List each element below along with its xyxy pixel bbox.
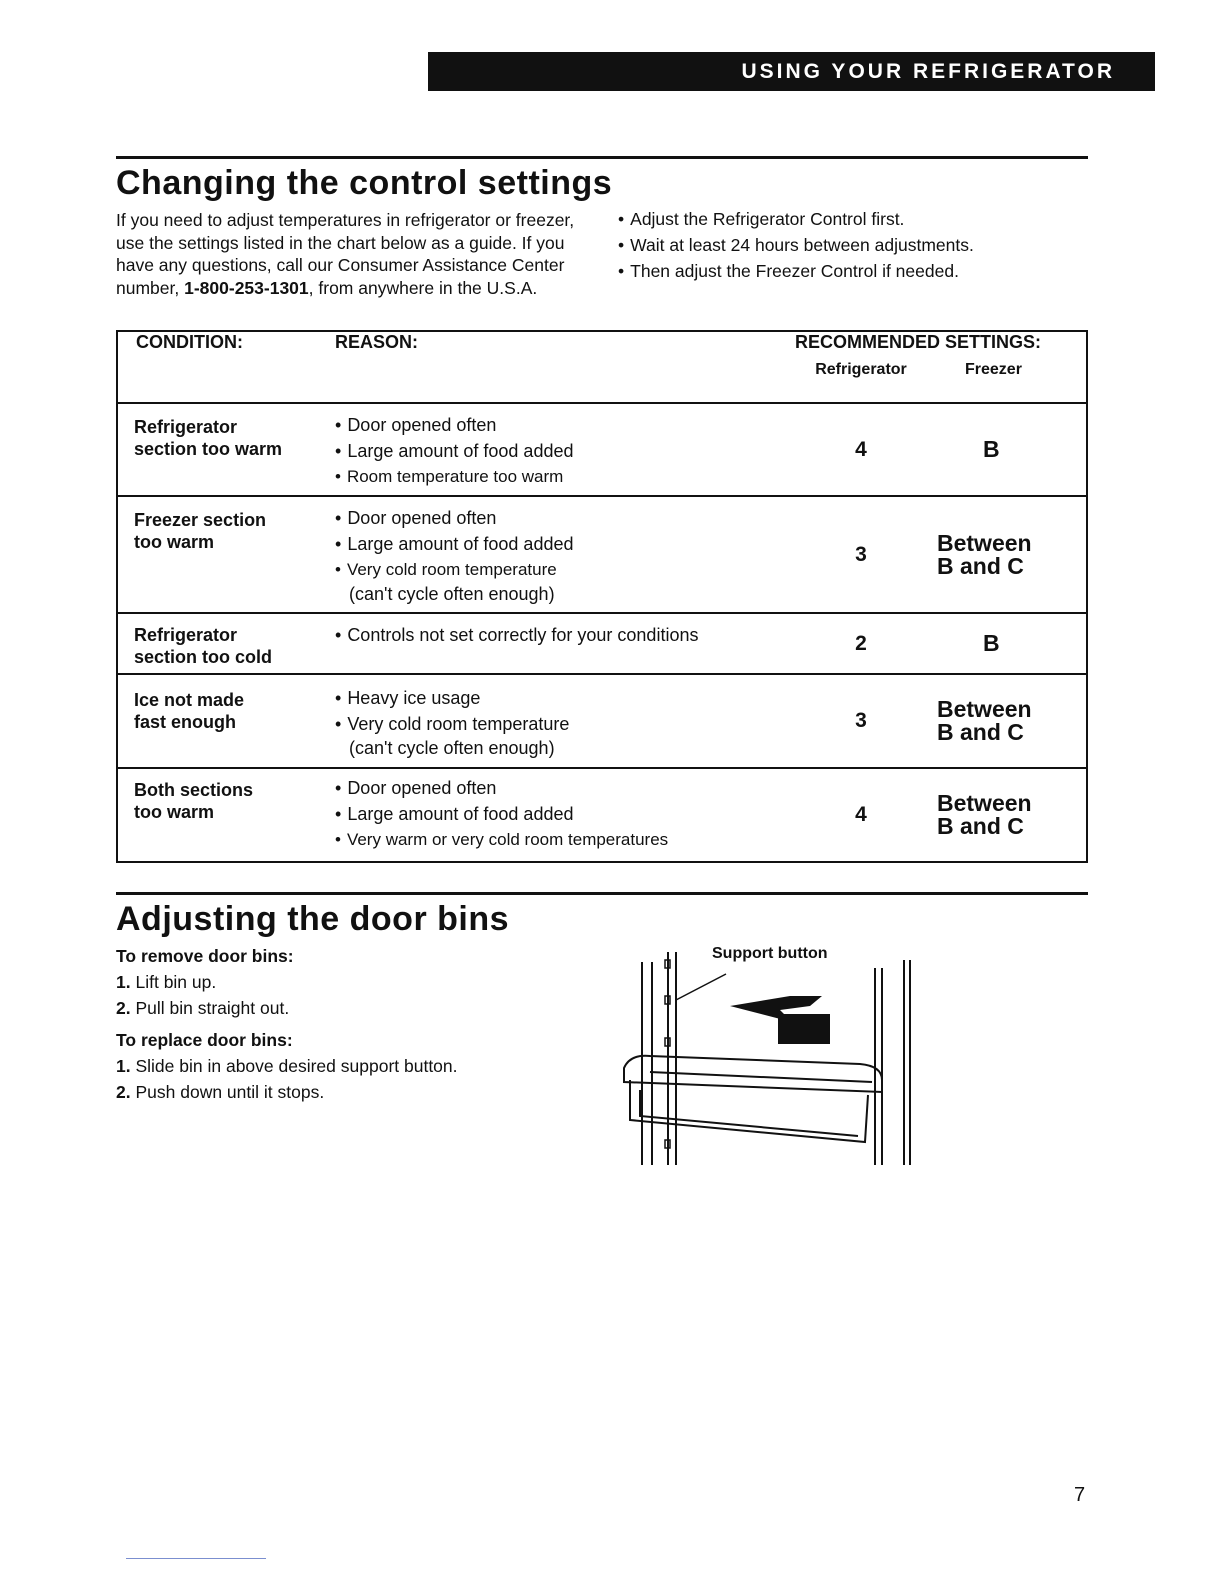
replace-label: To replace door bins: <box>116 1030 293 1050</box>
condition-cell: Freezer section too warm <box>117 496 335 613</box>
refrigerator-setting: 4 <box>791 403 931 496</box>
condition-cell: Ice not made fast enough <box>117 674 335 768</box>
condition-cell: Both sections too warm <box>117 768 335 862</box>
freezer-setting: Between B and C <box>931 496 1087 613</box>
top-rule <box>116 156 1088 159</box>
condition-cell: Refrigerator section too cold <box>117 613 335 674</box>
door-bin-illustration <box>610 950 930 1170</box>
table-row <box>117 613 1087 674</box>
header-freezer: Freezer <box>965 361 1022 378</box>
header-reason: REASON: <box>335 331 791 403</box>
adjustment-step: • Wait at least 24 hours between adjustments. <box>618 232 974 258</box>
settings-table <box>116 330 1088 863</box>
adjustment-steps <box>618 206 974 284</box>
table-row <box>117 403 1087 496</box>
reason-cell: • Door opened often • Large amount of food added • Room temperature too warm <box>335 403 791 496</box>
table-row <box>117 496 1087 613</box>
table-row <box>117 768 1087 862</box>
recommended-label: RECOMMENDED SETTINGS: <box>795 332 1042 352</box>
adjustment-step: • Adjust the Refrigerator Control first. <box>618 206 974 232</box>
condition-cell: Refrigerator section too warm <box>117 403 335 496</box>
section-title-control-settings: Changing the control settings <box>116 164 613 202</box>
freezer-setting: Between B and C <box>931 674 1087 768</box>
table-row <box>117 674 1087 768</box>
reason-cell: • Heavy ice usage • Very cold room temperature (can't cycle often enough) <box>335 674 791 768</box>
freezer-setting: Between B and C <box>931 768 1087 862</box>
list-item: 2. Pull bin straight out. <box>116 998 290 1018</box>
footer-line <box>126 1558 266 1559</box>
adjustment-step: • Then adjust the Freezer Control if needed. <box>618 258 974 284</box>
freezer-setting: B <box>931 403 1087 496</box>
refrigerator-setting: 4 <box>791 768 931 862</box>
list-item: 1. Lift bin up. <box>116 972 217 992</box>
intro-text-end: , from anywhere in the U.S.A. <box>308 277 538 298</box>
list-item: 1. Slide bin in above desired support button. <box>116 1056 458 1076</box>
remove-label: To remove door bins: <box>116 946 294 966</box>
refrigerator-setting: 2 <box>791 613 931 674</box>
phone-number: 1-800-253-1301 <box>184 277 309 298</box>
section-banner: USING YOUR REFRIGERATOR <box>428 52 1155 91</box>
section-title-door-bins: Adjusting the door bins <box>116 900 510 938</box>
intro-paragraph <box>116 209 586 299</box>
intro-text: If you need to adjust temperatures in refrigerator or freezer, use the settings listed in the chart below as a guide. If you have any questions, call our Consumer Assistance Center number, <box>116 210 575 298</box>
refrigerator-setting: 3 <box>791 674 931 768</box>
refrigerator-setting: 3 <box>791 496 931 613</box>
section-rule <box>116 892 1088 895</box>
support-button-label: Support button <box>712 945 828 962</box>
remove-instructions <box>116 943 458 1105</box>
page-number: 7 <box>1074 1484 1086 1506</box>
header-refrigerator: Refrigerator <box>815 361 907 378</box>
table-header-row <box>117 331 1087 403</box>
reason-cell: • Door opened often • Large amount of food added • Very warm or very cold room temperatures <box>335 768 791 862</box>
reason-cell: • Door opened often • Large amount of food added • Very cold room temperature (can't cycle often enough) <box>335 496 791 613</box>
subheaders <box>791 361 1086 379</box>
freezer-setting: B <box>931 613 1087 674</box>
header-recommended <box>791 331 1087 403</box>
header-condition: CONDITION: <box>117 331 335 403</box>
list-item: 2. Push down until it stops. <box>116 1082 325 1102</box>
reason-cell: • Controls not set correctly for your conditions <box>335 613 791 674</box>
